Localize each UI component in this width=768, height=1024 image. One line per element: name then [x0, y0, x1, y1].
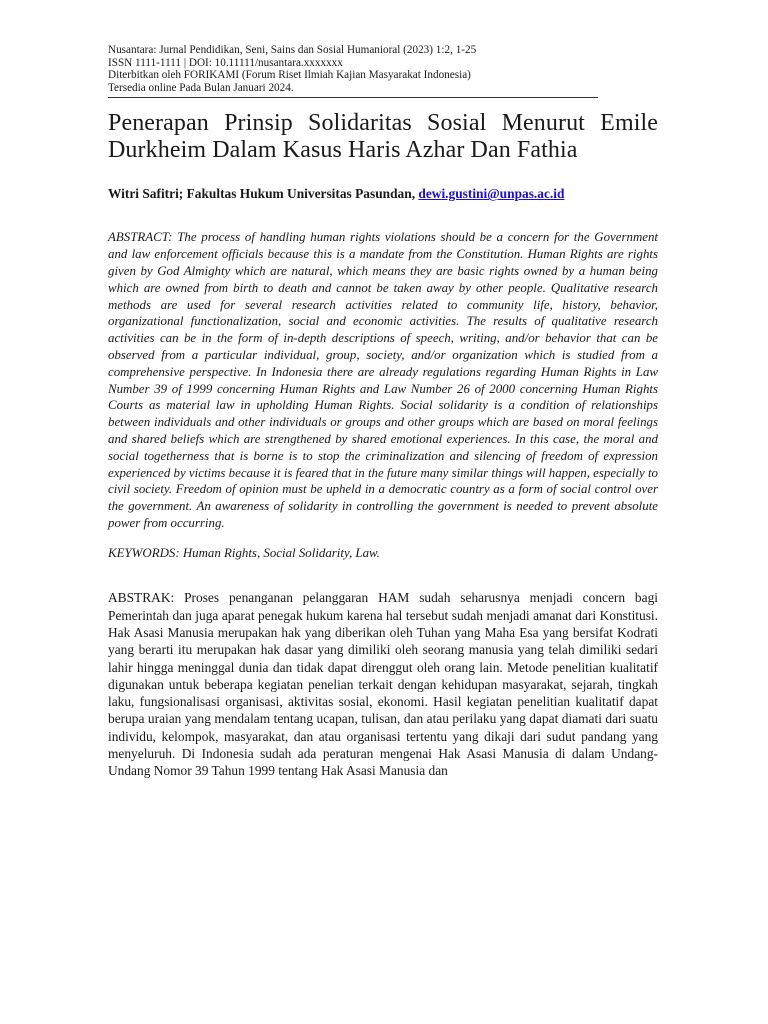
paper-title: Penerapan Prinsip Solidaritas Sosial Menurut Emile Durkheim Dalam Kasus Haris Azhar Dan Fathia — [108, 110, 658, 164]
abstract-indonesian: ABSTRAK: Proses penanganan pelanggaran HAM sudah seharusnya menjadi concern bagi Pemerintah dan juga aparat penegak hukum karena hal tersebut sudah menjadi amanat dari Konstitusi. Hak Asasi Manusia merupakan hak yang diberikan oleh Tuhan yang Maha Esa yang bersifat Kodrati yang berarti itu merupakan hak dasar yang dimiliki oleh seorang manusia yang telah dimiliki sedari lahir hingga meninggal dunia dan tidak dapat direnggut oleh orang lain. Metode penelitian kualitatif digunakan untuk beberapa kegiatan penelian terkait dengan kehidupan masyarakat, sejarah, tingkah laku, fungsionalisasi organisasi, aktivitas sosial, ekonomi. Hasil kegiatan penelitian kualitatif dapat berupa uraian yang mendalam tentang ucapan, tulisan, dan atau perilaku yang dapat diamati dari suatu individu, kelompok, masyarakat, dan atau organisasi tertentu yang dikaji dari sudut pandang yang menyeluruh. Di Indonesia sudah ada peraturan mengenai Hak Asasi Manusia di dalam Undang-Undang Nomor 39 Tahun 1999 tentang Hak Asasi Manusia dan — [108, 590, 658, 779]
availability-line: Tersedia online Pada Bulan Januari 2024. — [108, 81, 294, 94]
issn-doi-line: ISSN 1111-1111 | DOI: 10.11111/nusantara.xxxxxxx — [108, 56, 343, 69]
author-email-link[interactable]: dewi.gustini@unpas.ac.id — [418, 186, 565, 202]
abstract-english: ABSTRACT: The process of handling human rights violations should be a concern for the Government and law enforcement officials because this is a mandate from the Constitution. Human Rights are rights given by God Almighty which are natural, which means they are basic rights owned by a human being which are owned from birth to death and cannot be taken away by other people. Qualitative research methods are used for several research activities related to community life, history, behavior, organizational functionalization, social and economic activities. The results of qualitative research activities can be in the form of in-depth descriptions of speech, writing, and/or behavior that can be observed from a particular individual, group, society, and/or organization which is studied from a comprehensive perspective. In Indonesia there are already regulations regarding Human Rights in Law Number 39 of 1999 concerning Human Rights and Law Number 26 of 2000 concerning Human Rights Courts as material law in upholding Human Rights. Social solidarity is a condition of relationships between individuals and other individuals or groups and other groups which are based on moral feelings and shared beliefs which are strengthened by shared emotional experiences. In this case, the moral and social togetherness that is borne is to stop the criminalization and silencing of freedom of expression experienced by victims because it is feared that in the future many similar things will happen, especially to civil society. Freedom of opinion must be upheld in a democratic country as a form of social control over the government. An awareness of solidarity in controlling the government is needed to prevent absolute power from occurring. — [108, 230, 658, 530]
publisher-line: Diterbitkan oleh FORIKAMI (Forum Riset Ilmiah Kajian Masyarakat Indonesia) — [108, 69, 471, 82]
journal-header — [108, 44, 598, 94]
paper-page — [108, 44, 658, 793]
journal-citation-line: Nusantara: Jurnal Pendidikan, Seni, Sains dan Sosial Humanioral (2023) 1:2, 1-25 — [108, 44, 477, 56]
author-line — [108, 186, 658, 202]
author-affiliation: Witri Safitri; Fakultas Hukum Universitas Pasundan, — [108, 186, 419, 202]
keywords-english: KEYWORDS: Human Rights, Social Solidarity, Law. — [108, 545, 380, 560]
header-divider — [108, 97, 598, 98]
